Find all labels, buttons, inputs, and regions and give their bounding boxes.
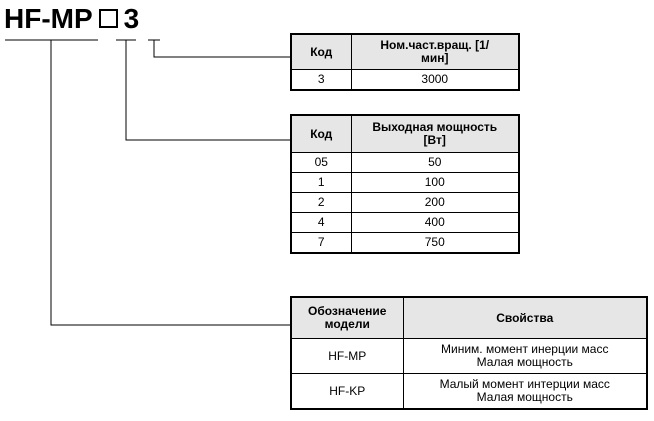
power-header-value bbox=[351, 115, 519, 153]
model-header-properties: Свойства bbox=[403, 297, 647, 339]
power-code-cell: 05 bbox=[291, 153, 351, 173]
table-row bbox=[291, 193, 519, 213]
model-properties-cell: Миним. момент инерции масс Малая мощность bbox=[403, 339, 647, 374]
power-header-text: Выходная мощность [Вт] bbox=[372, 120, 498, 147]
prefix-connector bbox=[51, 40, 290, 325]
model-properties-cell: Малый момент интерции масс Малая мощность bbox=[403, 374, 647, 410]
power-value-cell: 50 bbox=[351, 153, 519, 173]
table-row bbox=[291, 70, 519, 91]
power-value-cell: 400 bbox=[351, 213, 519, 233]
power-value-cell: 100 bbox=[351, 173, 519, 193]
model-prefix: HF-MP bbox=[4, 3, 93, 34]
speed-header-text: Ном.част.вращ. [1/мин] bbox=[380, 38, 490, 65]
speed-header-value bbox=[351, 34, 519, 70]
power-value-cell: 750 bbox=[351, 233, 519, 254]
power-code-cell: 2 bbox=[291, 193, 351, 213]
table-row bbox=[291, 374, 647, 410]
model-name-cell: HF-MP bbox=[291, 339, 403, 374]
model-header-designation-text: Обозначение модели bbox=[308, 304, 387, 331]
suffix-connector bbox=[154, 40, 290, 57]
power-code-cell: 1 bbox=[291, 173, 351, 193]
model-header-designation bbox=[291, 297, 403, 339]
table-row bbox=[291, 213, 519, 233]
table-row bbox=[291, 173, 519, 193]
speed-code-cell: 3 bbox=[291, 70, 351, 91]
model-table bbox=[290, 296, 648, 410]
box-connector bbox=[126, 40, 290, 140]
model-name-cell: HF-KP bbox=[291, 374, 403, 410]
table-row bbox=[291, 339, 647, 374]
table-row bbox=[291, 233, 519, 254]
model-suffix: 3 bbox=[123, 3, 140, 34]
power-code-cell: 7 bbox=[291, 233, 351, 254]
power-table bbox=[290, 114, 520, 254]
speed-header-code: Код bbox=[291, 34, 351, 70]
table-row bbox=[291, 153, 519, 173]
speed-table bbox=[290, 33, 520, 91]
power-header-code: Код bbox=[291, 115, 351, 153]
power-value-cell: 200 bbox=[351, 193, 519, 213]
power-code-cell: 4 bbox=[291, 213, 351, 233]
speed-value-cell: 3000 bbox=[351, 70, 519, 91]
